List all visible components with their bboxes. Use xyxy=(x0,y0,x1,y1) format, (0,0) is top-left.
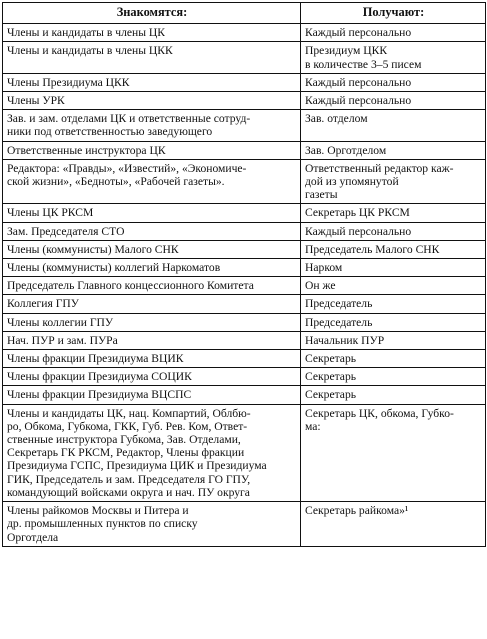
cell-receive: Президиум ЦКК в количестве 3–5 писем xyxy=(301,42,486,73)
table-row xyxy=(3,277,486,295)
cell-receive: Секретарь райкома»¹ xyxy=(301,502,486,547)
cell-acquainted: Члены коллегии ГПУ xyxy=(3,313,301,331)
cell-acquainted: Зав. и зам. отделами ЦК и ответственные сотруд- ники под ответственностью заведующего xyxy=(3,110,301,141)
table-row xyxy=(3,404,486,501)
cell-acquainted: Председатель Главного концессионного Комитета xyxy=(3,277,301,295)
cell-receive: Секретарь xyxy=(301,350,486,368)
cell-acquainted: Члены райкомов Москвы и Питера и др. промышленных пунктов по списку Орготдела xyxy=(3,502,301,547)
table-row xyxy=(3,42,486,73)
table-row xyxy=(3,259,486,277)
cell-acquainted: Нач. ПУР и зам. ПУРа xyxy=(3,331,301,349)
table-row xyxy=(3,502,486,547)
table-row xyxy=(3,386,486,404)
cell-receive: Секретарь ЦК, обкома, Губко- ма: xyxy=(301,404,486,501)
cell-receive: Председатель Малого СНК xyxy=(301,240,486,258)
cell-receive: Каждый персонально xyxy=(301,222,486,240)
cell-acquainted: Редактора: «Правды», «Известий», «Экономиче- ской жизни», «Бедноты», «Рабочей газеты». xyxy=(3,159,301,204)
table-header-row xyxy=(3,3,486,24)
cell-receive: Зав. отделом xyxy=(301,110,486,141)
table-row xyxy=(3,110,486,141)
table-row xyxy=(3,295,486,313)
cell-acquainted: Коллегия ГПУ xyxy=(3,295,301,313)
cell-receive: Председатель xyxy=(301,295,486,313)
cell-receive: Ответственный редактор каж- дой из упомянутой газеты xyxy=(301,159,486,204)
table-row xyxy=(3,331,486,349)
cell-acquainted: Члены и кандидаты в члены ЦКК xyxy=(3,42,301,73)
column-header-acquainted: Знакомятся: xyxy=(3,3,301,24)
cell-receive: Начальник ПУР xyxy=(301,331,486,349)
cell-acquainted: Члены ЦК РКСМ xyxy=(3,204,301,222)
cell-receive: Зав. Орготделом xyxy=(301,141,486,159)
document-page xyxy=(2,2,486,547)
cell-acquainted: Ответственные инструктора ЦК xyxy=(3,141,301,159)
cell-receive: Председатель xyxy=(301,313,486,331)
cell-acquainted: Члены и кандидаты в члены ЦК xyxy=(3,24,301,42)
table-row xyxy=(3,222,486,240)
table-row xyxy=(3,141,486,159)
cell-receive: Секретарь xyxy=(301,368,486,386)
cell-acquainted: Зам. Председателя СТО xyxy=(3,222,301,240)
table-row xyxy=(3,350,486,368)
table-row xyxy=(3,313,486,331)
cell-receive: Каждый персонально xyxy=(301,24,486,42)
cell-acquainted: Члены УРК xyxy=(3,92,301,110)
table-row xyxy=(3,368,486,386)
table-row xyxy=(3,73,486,91)
table-row xyxy=(3,159,486,204)
cell-acquainted: Члены (коммунисты) Малого СНК xyxy=(3,240,301,258)
table-row xyxy=(3,24,486,42)
cell-receive: Нарком xyxy=(301,259,486,277)
cell-acquainted: Члены и кандидаты ЦК, нац. Компартий, Облбю- ро, Обкома, Губкома, ГКК, Губ. Рев. Ком, Ответ- ственные инструктора Губкома, Зав. Отделами, Секретарь ГК РКСМ, Редактор, Члены фракции Президиума ГСПС, Президиума ЦИК и Президиума ГИК, Председатель и зам. Председателя ГО ГПУ, командующий войсками округа и нач. ПУ округа xyxy=(3,404,301,501)
cell-receive: Секретарь ЦК РКСМ xyxy=(301,204,486,222)
table-row xyxy=(3,204,486,222)
cell-acquainted: Члены фракции Президиума ВЦИК xyxy=(3,350,301,368)
table-row xyxy=(3,92,486,110)
column-header-receive: Получают: xyxy=(301,3,486,24)
table-body xyxy=(3,24,486,547)
cell-receive: Он же xyxy=(301,277,486,295)
cell-receive: Секретарь xyxy=(301,386,486,404)
cell-acquainted: Члены фракции Президиума СОЦИК xyxy=(3,368,301,386)
table-row xyxy=(3,240,486,258)
cell-receive: Каждый персонально xyxy=(301,92,486,110)
cell-acquainted: Члены фракции Президиума ВЦСПС xyxy=(3,386,301,404)
cell-receive: Каждый персонально xyxy=(301,73,486,91)
distribution-table xyxy=(2,2,486,547)
cell-acquainted: Члены Президиума ЦКК xyxy=(3,73,301,91)
cell-acquainted: Члены (коммунисты) коллегий Наркоматов xyxy=(3,259,301,277)
